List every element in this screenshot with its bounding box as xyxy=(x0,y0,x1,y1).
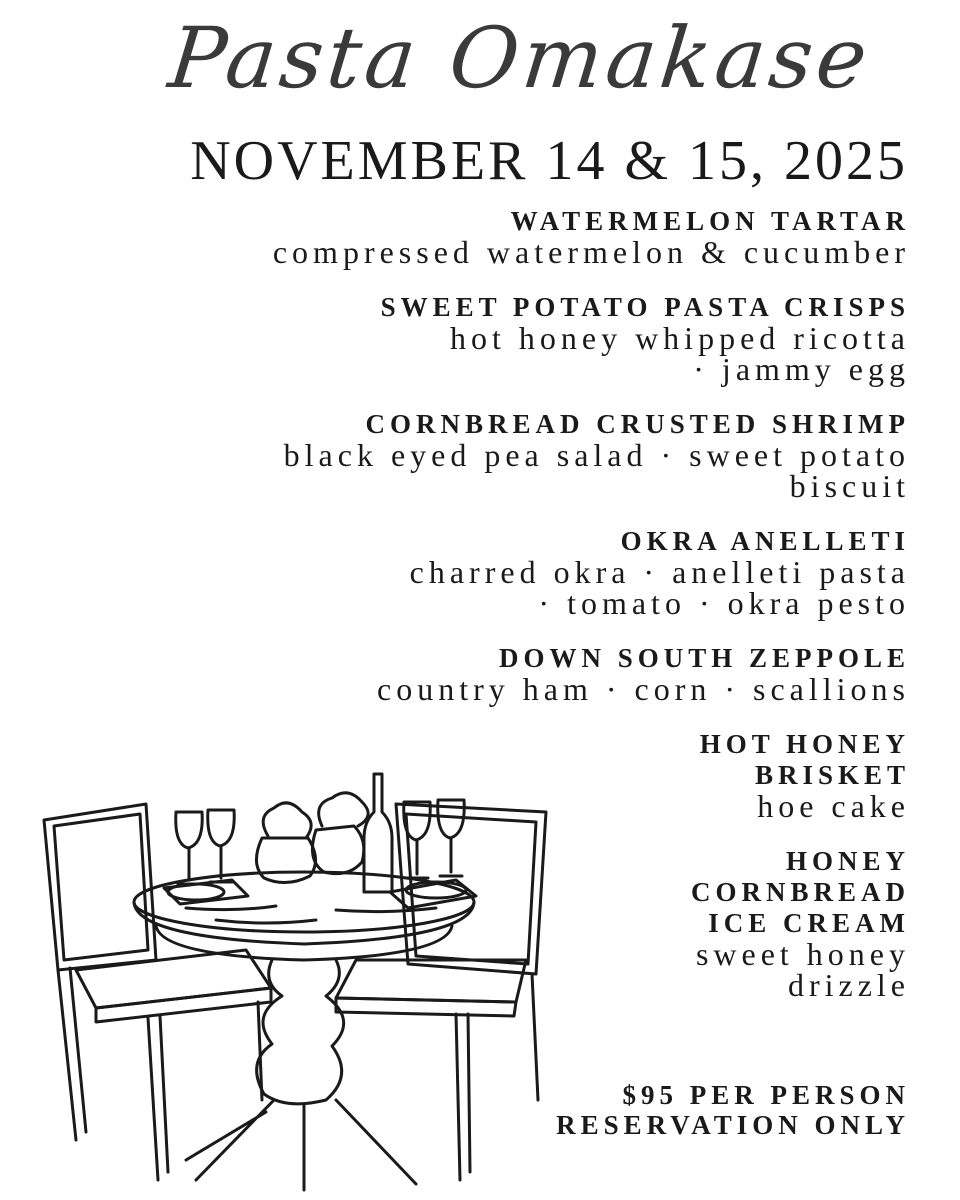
left-chair-leg xyxy=(148,1018,158,1180)
left-chair-back-inner xyxy=(54,814,148,960)
menu-item-name: HOT HONEY xyxy=(699,729,910,759)
menu-item-name: ICE CREAM xyxy=(708,908,910,938)
price-label: $95 PER PERSON xyxy=(622,1080,910,1110)
menu-item xyxy=(110,643,910,705)
left-chair-leg xyxy=(160,1016,168,1172)
right-chair-back-inner xyxy=(406,814,536,964)
menu-item-name: CORNBREAD xyxy=(690,877,910,907)
menu-item-description: · jammy egg xyxy=(693,351,910,387)
table-base xyxy=(186,1100,416,1190)
left-chair-seat-edge xyxy=(96,988,271,1022)
menu-item-description: country ham · corn · scallions xyxy=(377,671,910,707)
event-date: NOVEMBER 14 & 15, 2025 xyxy=(190,130,908,192)
table-setting-illustration xyxy=(36,760,566,1200)
flowers xyxy=(263,803,311,838)
menu-item-name: OKRA ANELLETI xyxy=(620,526,910,556)
menu-item-description: sweet honey xyxy=(695,936,910,972)
table-grain xyxy=(186,906,436,923)
plate-left xyxy=(168,884,224,900)
menu-item-description: hoe cake xyxy=(757,788,910,824)
menu-item-name: SWEET POTATO PASTA CRISPS xyxy=(380,292,910,322)
right-chair-leg xyxy=(468,1014,470,1172)
right-chair-leg xyxy=(456,1014,460,1180)
right-chair-leg xyxy=(532,974,538,1100)
right-chair-seat-edge xyxy=(336,998,516,1016)
menu-item-description: · tomato · okra pesto xyxy=(538,585,910,621)
menu-item-name: BRISKET xyxy=(754,760,910,790)
menu-item-name: DOWN SOUTH ZEPPOLE xyxy=(498,643,910,673)
pricing-footer xyxy=(556,1080,910,1140)
menu-item xyxy=(110,206,910,268)
menu-item xyxy=(110,409,910,502)
menu-item-description: charred okra · anelleti pasta xyxy=(409,554,910,590)
menu-item xyxy=(110,292,910,385)
menu-item xyxy=(550,729,910,822)
menu-item-name: HONEY xyxy=(785,846,910,876)
menu-item-name: WATERMELON TARTAR xyxy=(510,206,910,236)
page-title: Pasta Omakase xyxy=(164,9,876,107)
reservation-note: RESERVATION ONLY xyxy=(556,1110,910,1140)
menu-item-description: biscuit xyxy=(789,468,910,504)
table-pedestal xyxy=(257,960,344,1104)
menu-item-name: CORNBREAD CRUSTED SHRIMP xyxy=(365,409,910,439)
wine-glass xyxy=(176,812,202,884)
flower-vase xyxy=(256,838,315,883)
left-chair-back xyxy=(44,804,156,970)
menu-item-description: black eyed pea salad · sweet potato xyxy=(283,437,910,473)
menu-item-description: drizzle xyxy=(787,967,910,1003)
wine-glass xyxy=(208,810,234,882)
flower-vase xyxy=(312,826,363,874)
menu-item-description: compressed watermelon & cucumber xyxy=(272,234,910,270)
menu-item xyxy=(550,846,910,1001)
menu-item xyxy=(110,526,910,619)
wine-glass xyxy=(438,800,464,876)
flowers xyxy=(319,793,368,826)
menu-item-description: hot honey whipped ricotta xyxy=(449,320,910,356)
